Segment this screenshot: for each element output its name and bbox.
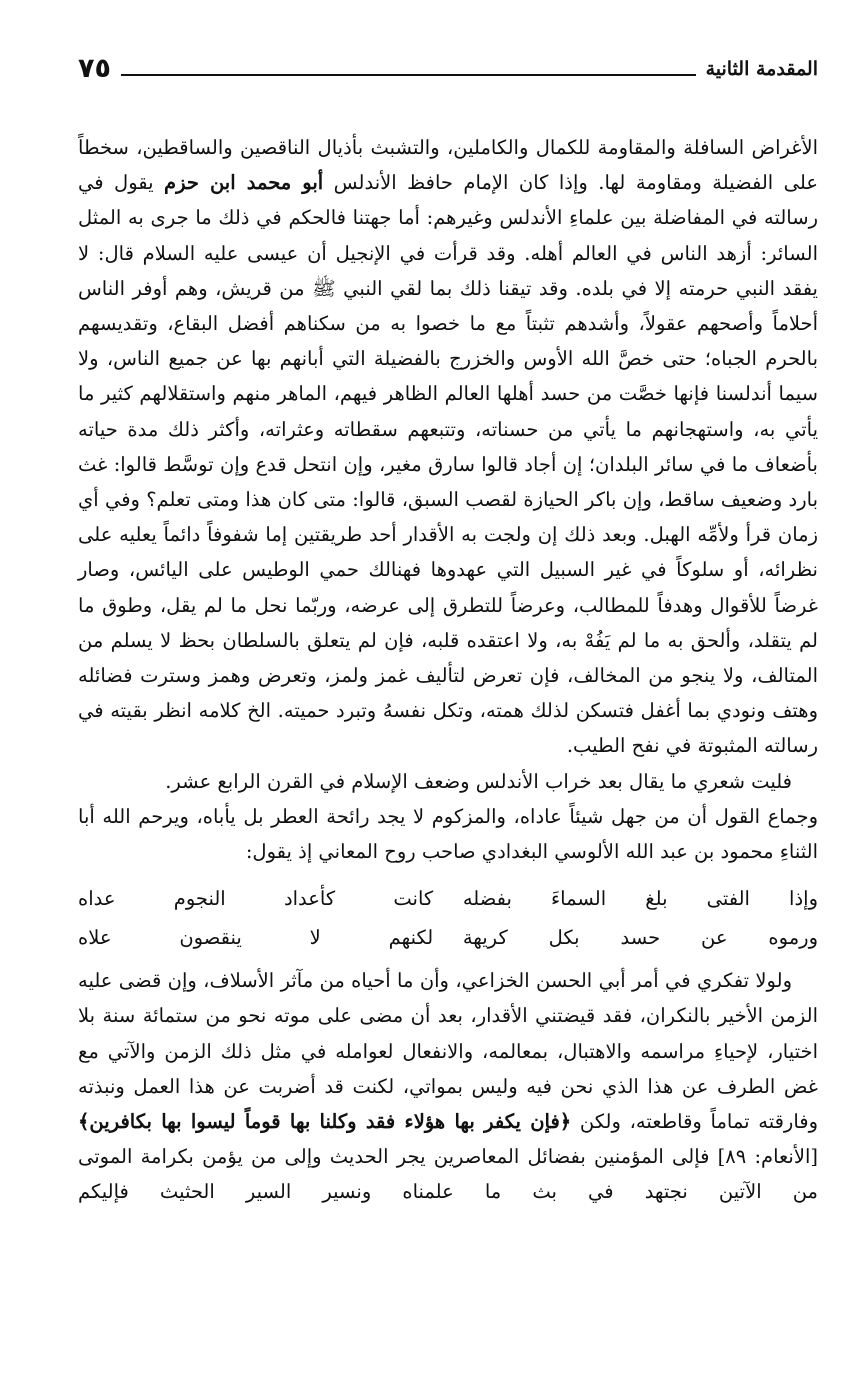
poem-verse xyxy=(78,879,818,918)
paragraph-lament: فليت شعري ما يقال بعد خراب الأندلس وضعف الإسلام في القرن الرابع عشر. xyxy=(165,769,792,793)
quran-verse: ﴿فإن يكفر بها هؤلاء فقد وكلنا بها قوماً ليسوا بها بكافرين﴾ xyxy=(78,1110,572,1134)
verse-second-hemistich: لكنهم لا ينقصون علاه xyxy=(78,926,434,950)
book-page xyxy=(78,40,818,1210)
paragraph-summary: وجماع القول أن من جهل شيئاً عاداه، والمزكوم لا يجد رائحة العطر بل يأباه، ويرحم الله أبا الثناءِ محمود بن عبد الله الألوسي البغدادي صاحب روح المعاني إذ يقول: xyxy=(78,804,818,864)
verse-second-hemistich: كانت كأعداد النجوم عداه xyxy=(78,887,434,911)
chapter-title: المقدمة الثانية xyxy=(705,58,818,80)
page-number: ٧٥ xyxy=(78,53,111,84)
verse-first-hemistich: وإذا الفتى بلغ السماءَ بفضله xyxy=(462,887,818,911)
paragraph-text: [الأنعام: ٨٩] فإلى المؤمنين بفضائل المعاصرين يجر الحديث وإلى من يؤمن بكرامة الموتى من الآتين نجتهد في بث ما علمناه ونسير السير الحثيث فإليكم xyxy=(78,1145,819,1204)
running-header xyxy=(78,40,818,84)
poem-verse xyxy=(78,918,818,957)
page-body xyxy=(78,130,818,1210)
verse-first-hemistich: ورموه عن حسد بكل كريهة xyxy=(462,926,818,950)
paragraph-text: يقول في رسالته في المفاضلة بين علماءِ الأندلس وغيرهم: أما جهتنا فالحكم في ذلك ما جرى به المثل السائر: أزهد الناس في العالم أهله. وقد قرأت في الإنجيل أن عيسى عليه السلام قال: لا يفقد النبي حرمته إلا في بلده. وقد تيقنا ذلك بما لقي النبي ﷺ من قريش، وهم أوفر الناس أحلاماً وأصحهم عقولاً، وأشدهم تثبتاً مع ما خصوا به من سكناهم أفضل البقاع، وتقديسهم بالحرم الجباه؛ حتى خصَّ الله الأوس والخزرج بالفضيلة التي أبانهم بها عن جميع الناس، ولا سيما أندلسنا فإنها خصَّت من حسد أهلها العالم الظاهر فيهم، الماهر منهم واستقلالهم كثير ما يأتي به، واستهجانهم ما يأتي من حسناته، وتتبعهم سقطاته وعثراته، وأكثر ذلك مدة حياته بأضعاف ما في سائر البلدان؛ إن أجاد قالوا سارق مغير، وإن انتحل قدع وإن توسَّط قالوا: غث بارد وضعيف ساقط، وإن باكر الحيازة لقصب السبق، قالوا: متى كان هذا ومتى تعلم؟ وفي أي زمان قرأ ولأمِّه الهبل. وبعد ذلك إن ولجت به الأقدار أحد طريقتين إما شفوفاً دائماً يعليه على نظرائه، أو سلوكاً في غير السبيل التي عهدوها فهنالك حمي الوطيس على اليائس، وصار غرضاً للأقوال وهدفاً للمطالب، وعرضاً للتطرق إلى عرضه، وربّما نحل ما لم يقل، وطوق ما لم يتقلد، وألحق به ما لم يَفُهْ به، ولا اعتقده قلبه، فإن لم يتعلق بالسلطان بحظ لا يسلم من المتالف، ولا ينجو من المخالف، فإن تعرض لتأليف غمز ولمز، وتعرض وهمز وسترت فضائله وهتف ونودي بما أغفل فتسكن لذلك همته، وتكل نفسهُ وتبرد حميته. الخ كلامه انظر بقيته في رسالته المثبوتة في نفح الطيب. xyxy=(78,171,818,758)
paragraph-text: ولولا تفكري في أمر أبي الحسن الخزاعي، وأن ما أحياه من مآثر الأسلاف، وإن قضى عليه الزمن الأخير بالنكران، فقد قيضتني الأقدار، بعد أن مضى على موته نحو من ستمائة سنة بلا اختيار، لإحياءِ مراسمه والاهتبال، بمعالمه، والانفعال لعوامله في مثل ذلك الزمن والآتي مع غض الطرف عن هذا الذي نحن فيه وليس بمواتي، لكنت قد أضربت عن هذا العمل ونبذته وفارقته تماماً وقاطعته، ولكن xyxy=(78,969,818,1134)
header-rule xyxy=(121,74,696,76)
paragraph-ibn-hazm-quote xyxy=(78,130,818,764)
paragraph-text: الأغراض السافلة والمقاومة للكمال والكاملين، والتشبث بأذيال الناقصين والساقطين، سخطاً على الفضيلة ومقاومة لها. وإذا كان الإمام حافظ الأندلس xyxy=(78,136,818,195)
poem xyxy=(78,879,818,957)
bold-name-ibn-hazm: أبو محمد ابن حزم xyxy=(164,171,324,195)
paragraph-khuzai xyxy=(78,963,818,1209)
